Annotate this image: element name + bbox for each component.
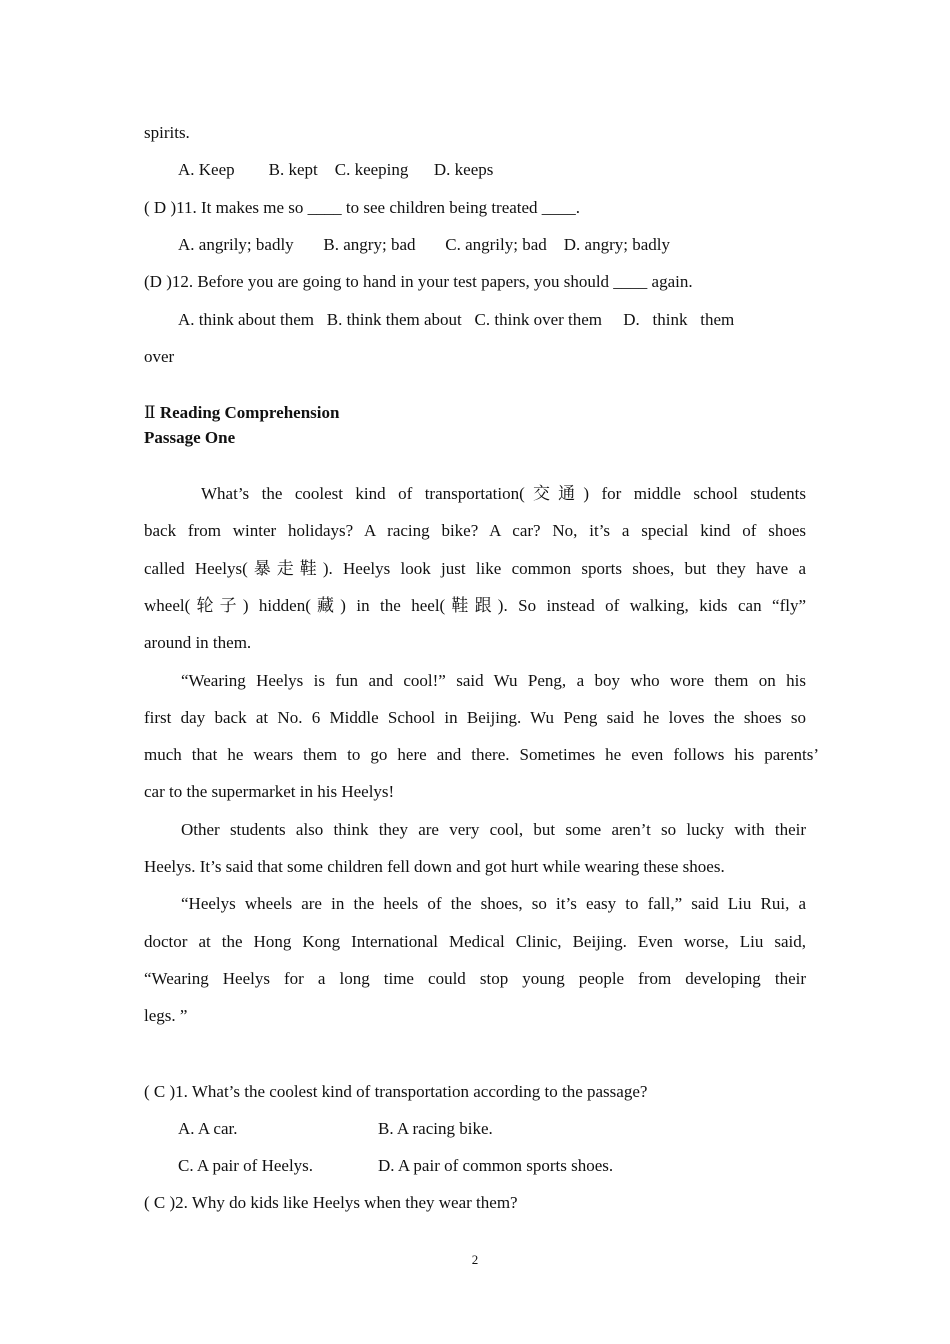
passage-line: What’s the coolest kind of transportation(交通) for middle school students [201,484,806,503]
passage-line: doctor at the Hong Kong International Medical Clinic, Beijing. Even worse, Liu said, [144,932,806,951]
passage-line: “Wearing Heelys for a long time could stop young people from developing their [144,969,806,988]
q11-stem: ( D )11. It makes me so ____ to see children being treated ____. [144,198,581,217]
section-heading [144,403,339,423]
passage-title: Passage One [144,428,236,447]
passage-line: Other students also think they are very cool, but some aren’t so lucky with their [181,820,806,839]
section-number: Ⅱ [144,403,156,422]
question-2-stem: ( C )2. Why do kids like Heelys when they wear them? [144,1193,518,1212]
passage-line: much that he wears them to go here and there. Sometimes he even follows his parents’ [144,745,819,764]
passage-line: “Wearing Heelys is fun and cool!” said Wu Peng, a boy who wore them on his [181,671,806,690]
question-1-option-b: B. A racing bike. [378,1119,493,1138]
question-1-option-d: D. A pair of common sports shoes. [378,1156,614,1175]
q12-stem: (D )12. Before you are going to hand in your test papers, you should ____ again. [144,272,693,291]
passage-line: legs. ” [144,1006,188,1025]
passage-line: around in them. [144,633,252,652]
question-1-option-a: A. A car. [178,1119,238,1138]
q12-options: A. think about them B. think them about C. think over them D. think them [178,310,735,329]
passage-line: wheel(轮子) hidden(藏) in the heel(鞋跟). So instead of walking, kids can “fly” [144,596,806,615]
passage-line: Heelys. It’s said that some children fell down and got hurt while wearing these shoes. [144,857,725,876]
question-1-stem: ( C )1. What’s the coolest kind of transportation according to the passage? [144,1082,648,1101]
question-1-option-c: C. A pair of Heelys. [178,1156,314,1175]
section-title: Reading Comprehension [159,403,340,422]
passage-line: back from winter holidays? A racing bike? A car? No, it’s a special kind of shoes [144,521,806,540]
passage-line: “Heelys wheels are in the heels of the shoes, so it’s easy to fall,” said Liu Rui, a [181,894,806,913]
q12-options-continued: over [144,347,175,366]
q10-tail: spirits. [144,123,190,142]
page-number: 2 [471,1252,479,1267]
passage-line: car to the supermarket in his Heelys! [144,782,395,801]
passage-line: first day back at No. 6 Middle School in Beijing. Wu Peng said he loves the shoes so [144,708,806,727]
q11-options: A. angrily; badly B. angry; bad C. angrily; bad D. angry; badly [178,235,670,254]
q10-options: A. Keep B. kept C. keeping D. keeps [178,160,494,179]
passage-line: called Heelys(暴走鞋). Heelys look just like common sports shoes, but they have a [144,559,806,578]
